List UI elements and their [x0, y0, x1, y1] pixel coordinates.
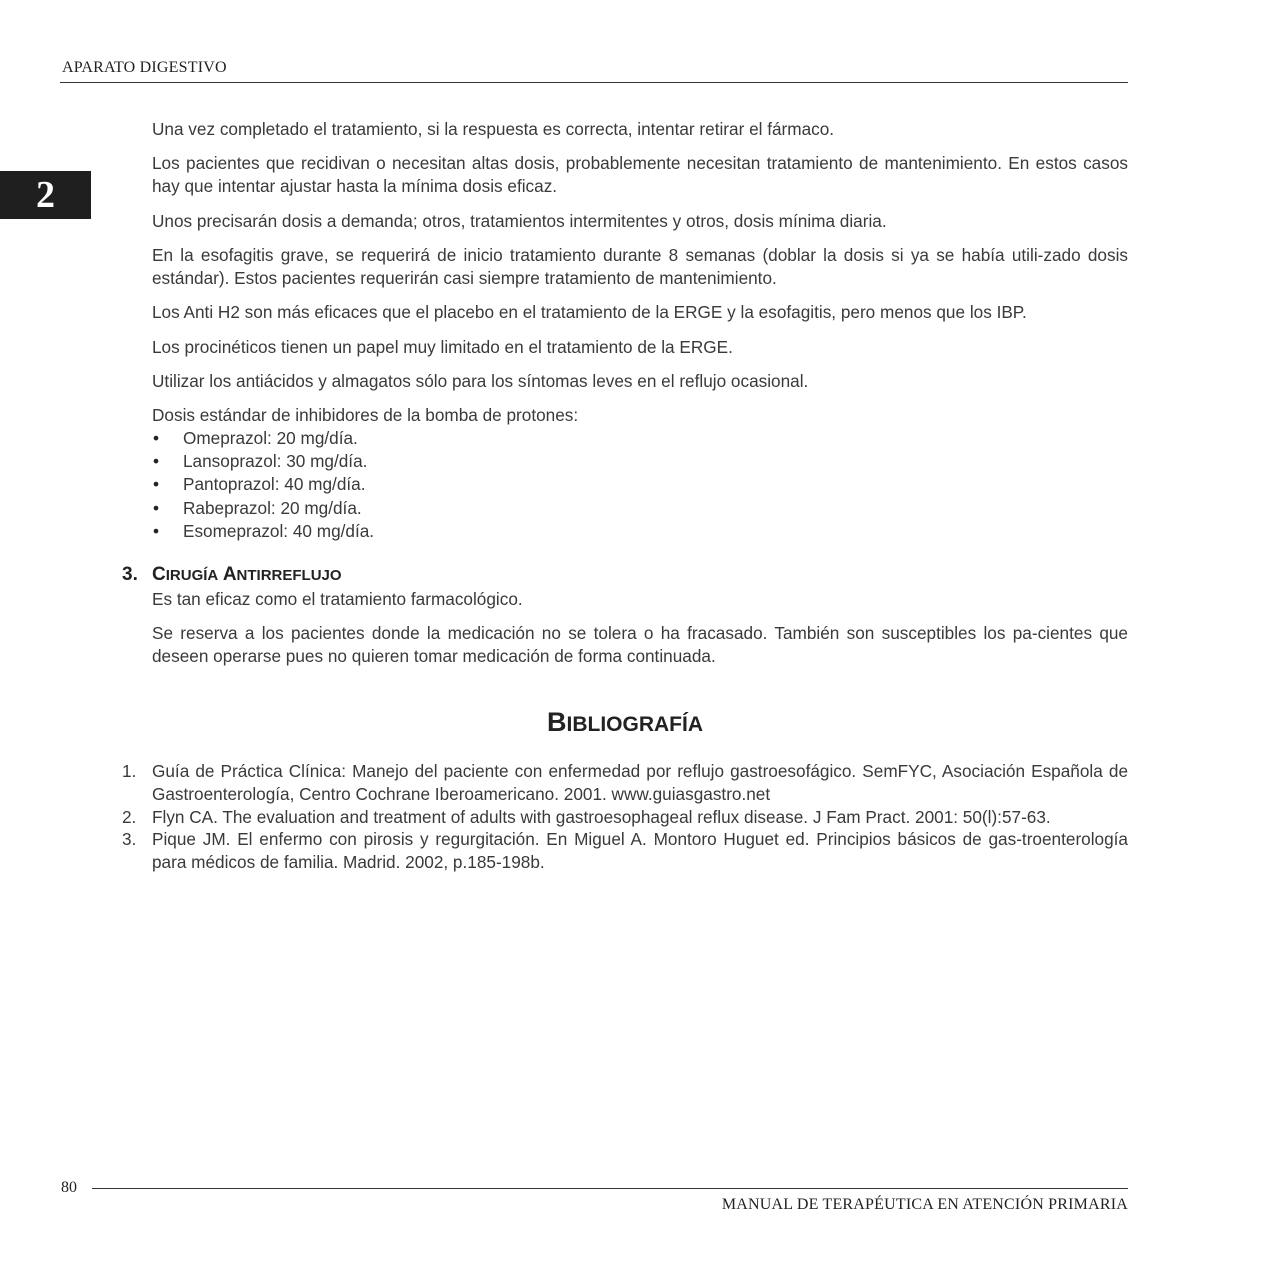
reference-text: Flyn CA. The evaluation and treatment of adults with gastroesophageal reflux disease. J Fam Pract. 2001: 50(l):57-63. [152, 806, 1051, 827]
section-title-cap: A [222, 564, 237, 585]
section-title-part: NTIRREFLUJO [236, 567, 342, 584]
running-header: APARATO DIGESTIVO [62, 59, 227, 76]
bibliography-title-cap: B [547, 707, 567, 737]
running-footer: MANUAL DE TERAPÉUTICA EN ATENCIÓN PRIMARIA [721, 1196, 1128, 1213]
header-rule [60, 82, 1128, 83]
section-number: 3. [122, 564, 138, 585]
paragraph: Los pacientes que recidivan o necesitan altas dosis, probablemente necesitan tratamiento de mantenimiento. En estos casos hay que intentar ajustar hasta la mínima dosis eficaz. [152, 153, 1128, 196]
reference-number: 3. [122, 829, 137, 850]
reference-text: Guía de Práctica Clínica: Manejo del paciente con enfermedad por reflujo gastroesofágico. SemFYC, Asociación Española de Gastroenterología, Centro Cochrane Iberoamericano. 2001. www.guiasgastro.net [152, 761, 1128, 804]
paragraph: En la esofagitis grave, se requerirá de inicio tratamiento durante 8 semanas (doblar la dosis si ya se había utili-zado dosis estándar). Estos pacientes requerirán casi siempre tratamiento de mantenimiento. [152, 245, 1128, 288]
reference-number: 2. [122, 806, 137, 827]
list-item: • Lansoprazol: 30 mg/día. [152, 450, 374, 473]
footer-rule [92, 1188, 1128, 1189]
list-item: • Omeprazol: 20 mg/día. [152, 427, 374, 450]
paragraph: Una vez completado el tratamiento, si la respuesta es correcta, intentar retirar el fármaco. [152, 119, 835, 139]
paragraph: Unos precisarán dosis a demanda; otros, tratamientos intermitentes y otros, dosis mínima diaria. [152, 211, 887, 231]
paragraph-doses-intro: Dosis estándar de inhibidores de la bomba de protones: [152, 405, 579, 425]
bibliography-title-rest: IBLIOGRAFÍA [566, 713, 703, 736]
list-item: • Pantoprazol: 40 mg/día. [152, 473, 374, 496]
paragraph: Es tan eficaz como el tratamiento farmacológico. [152, 589, 523, 609]
section-heading [122, 563, 342, 588]
section-title-part: IRUGÍA [165, 567, 219, 584]
page-number: 80 [61, 1179, 77, 1196]
list-item: • Esomeprazol: 40 mg/día. [152, 520, 374, 543]
paragraph: Se reserva a los pacientes donde la medicación no se tolera o ha fracasado. También son susceptibles los pa-cientes que deseen operarse pues no quieren tomar medicación de forma continuada. [152, 623, 1128, 666]
reference-item [122, 828, 1128, 874]
reference-number: 1. [122, 761, 137, 781]
section-title-cap: C [152, 564, 166, 585]
reference-list [122, 760, 1128, 874]
list-item: • Rabeprazol: 20 mg/día. [152, 497, 374, 520]
bibliography-title [0, 705, 1250, 744]
chapter-tab: 2 [0, 171, 91, 219]
reference-item [122, 760, 1128, 806]
dose-list [152, 427, 374, 543]
paragraph: Los procinéticos tienen un papel muy limitado en el tratamiento de la ERGE. [152, 337, 733, 357]
reference-item [122, 806, 1128, 829]
paragraph: Los Anti H2 son más eficaces que el placebo en el tratamiento de la ERGE y la esofagitis, pero menos que los IBP. [152, 302, 1027, 322]
reference-text: Pique JM. El enfermo con pirosis y regurgitación. En Miguel A. Montoro Huguet ed. Principios básicos de gas-troenterología para médicos de familia. Madrid. 2002, p.185-198b. [152, 829, 1128, 873]
paragraph: Utilizar los antiácidos y almagatos sólo para los síntomas leves en el reflujo ocasional. [152, 371, 809, 391]
